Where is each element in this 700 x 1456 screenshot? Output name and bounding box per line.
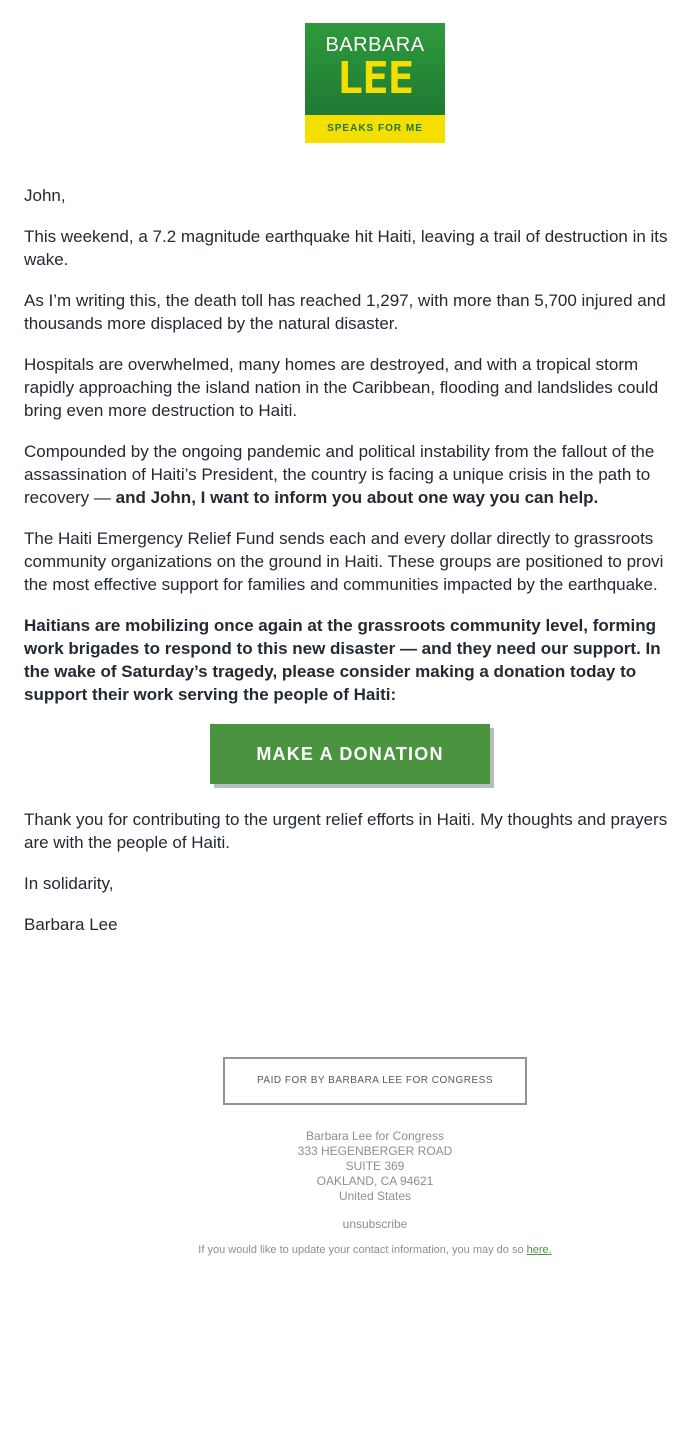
- suite: SUITE 369: [345, 1159, 405, 1173]
- update-contact-link[interactable]: here.: [526, 1244, 552, 1256]
- mailing-address: [0, 1129, 700, 1204]
- closing: In solidarity,: [24, 874, 114, 893]
- logo-first-name: BARBARA: [325, 34, 425, 56]
- help-callout: and John, I want to inform you about one way you can help.: [115, 488, 599, 507]
- unsubscribe-link[interactable]: unsubscribe: [342, 1217, 408, 1231]
- city-state-zip: OAKLAND, CA 94621: [316, 1174, 434, 1188]
- donate-button-wrap: [24, 724, 700, 784]
- email-body: [24, 184, 700, 954]
- paragraph-thank-you: Thank you for contributing to the urgent relief efforts in Haiti. My thoughts and prayers are with the people of Haiti.: [24, 810, 668, 852]
- logo-tagline: SPEAKS FOR ME: [305, 115, 445, 143]
- logo-green-panel: [305, 23, 445, 115]
- logo-last-name: LEE: [336, 53, 414, 104]
- make-a-donation-button[interactable]: MAKE A DONATION: [210, 724, 490, 784]
- org-name: Barbara Lee for Congress: [305, 1129, 445, 1143]
- paid-for-disclaimer: PAID FOR BY BARBARA LEE FOR CONGRESS: [223, 1057, 527, 1105]
- update-contact-info: If you would like to update your contact information, you may do so here.: [198, 1244, 552, 1256]
- country: United States: [338, 1189, 412, 1203]
- paragraph-death-toll: As I’m writing this, the death toll has reached 1,297, with more than 5,700 injured and thousands more displaced by the natural disaster.: [24, 291, 666, 333]
- paragraph-earthquake: This weekend, a 7.2 magnitude earthquake hit Haiti, leaving a trail of destruction in its wake.: [24, 227, 668, 269]
- signature: Barbara Lee: [24, 915, 118, 934]
- email-footer: [0, 1057, 700, 1256]
- street-address: 333 HEGENBERGER ROAD: [297, 1144, 453, 1158]
- paragraph-crisis: Compounded by the ongoing pandemic and political instability from the fallout of the assassination of Haiti’s President, the country is facing a unique crisis in the path to recovery — and John, I want to inform you about one way you can help.: [24, 442, 655, 507]
- paragraph-relief-fund: The Haiti Emergency Relief Fund sends each and every dollar directly to grassroots community organizations on the ground in Haiti. These groups are positioned to provi the most effective support for families and communities impacted by the earthquake.: [24, 529, 664, 594]
- paragraph-hospitals: Hospitals are overwhelmed, many homes are destroyed, and with a tropical storm rapidly approaching the island nation in the Caribbean, flooding and landslides could bring even more destruction to Haiti.: [24, 355, 659, 420]
- greeting: John,: [24, 186, 66, 205]
- paragraph-mobilizing: Haitians are mobilizing once again at the grassroots community level, forming work brigades to respond to this new disaster — and they need our support. In the wake of Saturday’s tragedy, please consider making a donation today to support their work serving the people of Haiti:: [24, 616, 661, 704]
- barbara-lee-logo: [305, 23, 445, 143]
